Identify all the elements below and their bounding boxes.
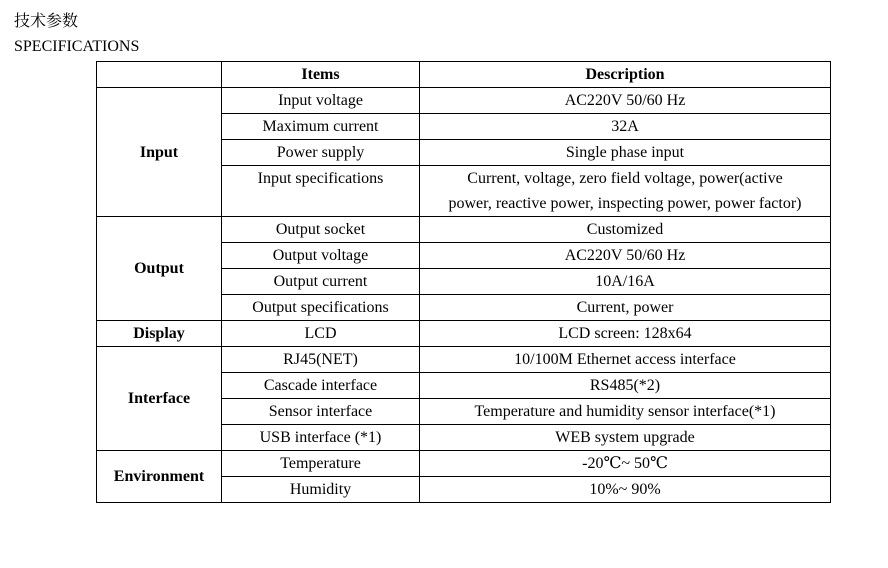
description-cell: 10A/16A [420, 269, 831, 295]
item-cell: Input specifications [222, 166, 420, 217]
table-row [97, 88, 831, 114]
category-environment: Environment [97, 451, 222, 503]
description-cell: 32A [420, 114, 831, 140]
description-cell: RS485(*2) [420, 373, 831, 399]
table-header-row [97, 62, 831, 88]
description-cell: Current, power [420, 295, 831, 321]
page-title-english: SPECIFICATIONS [14, 38, 140, 55]
description-cell: -20℃~ 50℃ [420, 451, 831, 477]
header-category [97, 62, 222, 88]
item-cell: Output specifications [222, 295, 420, 321]
item-cell: Maximum current [222, 114, 420, 140]
description-cell: AC220V 50/60 Hz [420, 243, 831, 269]
item-cell: Humidity [222, 477, 420, 503]
description-cell: Customized [420, 217, 831, 243]
item-cell: Sensor interface [222, 399, 420, 425]
item-cell: Output socket [222, 217, 420, 243]
item-cell: Temperature [222, 451, 420, 477]
item-cell: Output current [222, 269, 420, 295]
item-cell: Output voltage [222, 243, 420, 269]
header-description: Description [420, 62, 831, 88]
description-line-1: Current, voltage, zero field voltage, power(active [420, 166, 831, 192]
description-cell: 10%~ 90% [420, 477, 831, 503]
description-cell: Single phase input [420, 140, 831, 166]
item-cell: Cascade interface [222, 373, 420, 399]
description-cell: Temperature and humidity sensor interface(*1) [420, 399, 831, 425]
page-title-chinese: 技术参数 [14, 11, 79, 30]
category-input: Input [97, 88, 222, 217]
category-display: Display [97, 321, 222, 347]
category-output: Output [97, 217, 222, 321]
table-row [97, 217, 831, 243]
item-cell: Power supply [222, 140, 420, 166]
item-cell: LCD [222, 321, 420, 347]
table-row [97, 321, 831, 347]
item-cell: Input voltage [222, 88, 420, 114]
specifications-table [96, 61, 831, 503]
header-items: Items [222, 62, 420, 88]
description-cell: AC220V 50/60 Hz [420, 88, 831, 114]
table-row [97, 347, 831, 373]
category-interface: Interface [97, 347, 222, 451]
item-cell: RJ45(NET) [222, 347, 420, 373]
description-cell: LCD screen: 128x64 [420, 321, 831, 347]
table-row [97, 451, 831, 477]
description-line-2: power, reactive power, inspecting power, power factor) [420, 191, 831, 217]
item-cell: USB interface (*1) [222, 425, 420, 451]
description-cell: 10/100M Ethernet access interface [420, 347, 831, 373]
description-cell: WEB system upgrade [420, 425, 831, 451]
